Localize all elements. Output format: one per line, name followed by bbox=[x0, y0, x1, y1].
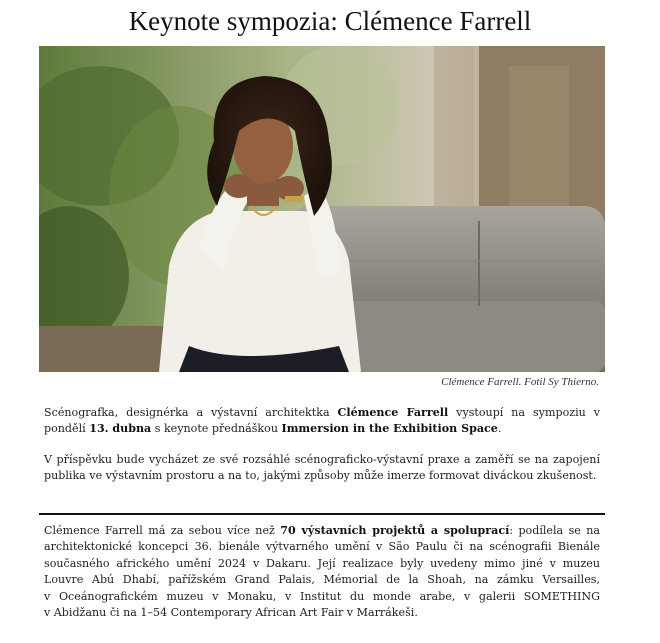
photo-caption: Clémence Farrell. Fotil Sy Thierno. bbox=[441, 376, 599, 388]
bio-text-1a: Clémence Farrell má za sebou více než bbox=[44, 524, 281, 537]
section-divider bbox=[39, 513, 605, 515]
intro-text-2: vystoupí na sympoziu v pondělí bbox=[44, 406, 601, 436]
bio-line: Louvre Abú Dhabí, pařížském Grand Palais, Mémorial de la Shoah, na zámku Versailles, bbox=[44, 573, 600, 587]
speaker-name: Clémence Farrell bbox=[337, 406, 449, 419]
bio-line: architektonické koncepci 36. bienále výtvarného umění v São Paulu či na scénografii Bienále bbox=[44, 540, 600, 554]
bio-line: v Oceánografickém muzeu v Monaku, v Institut du monde arabe, v galerii SOMETHING bbox=[44, 589, 600, 603]
intro-text-1: Scénografka, designérka a výstavní architektka bbox=[44, 406, 338, 419]
bio-line bbox=[44, 523, 600, 539]
event-date: 13. dubna bbox=[89, 422, 152, 436]
page-title: Keynote sympozia: Clémence Farrell bbox=[128, 6, 532, 36]
bio-line: v Abidžanu či na 1–54 Contemporary African Art Fair v Marrákeši. bbox=[44, 606, 418, 620]
talk-title: Immersion in the Exhibition Space bbox=[281, 422, 498, 436]
intro-paragraph bbox=[44, 405, 600, 438]
intro-text-3: s keynote přednáškou bbox=[151, 422, 282, 436]
portrait-photo bbox=[39, 46, 605, 372]
bio-highlight: 70 výstavních projektů a spoluprací bbox=[280, 524, 510, 537]
bio-text-1c: : podílela se na bbox=[509, 524, 601, 537]
bio-paragraph bbox=[44, 523, 600, 621]
bio-line: současného afrického umění 2024 v Dakaru. Její realizace byly uvedeny mimo jiné v muzeu bbox=[44, 556, 600, 570]
intro-text-4: . bbox=[497, 422, 502, 436]
description-paragraph: V příspěvku bude vycházet ze své rozsáhlé scénograficko-výstavní praxe a zaměří se na zapojení publika ve výstavním prostoru a na to, jakými způsoby může imerze formovat diváckou zkušenost. bbox=[44, 453, 600, 483]
